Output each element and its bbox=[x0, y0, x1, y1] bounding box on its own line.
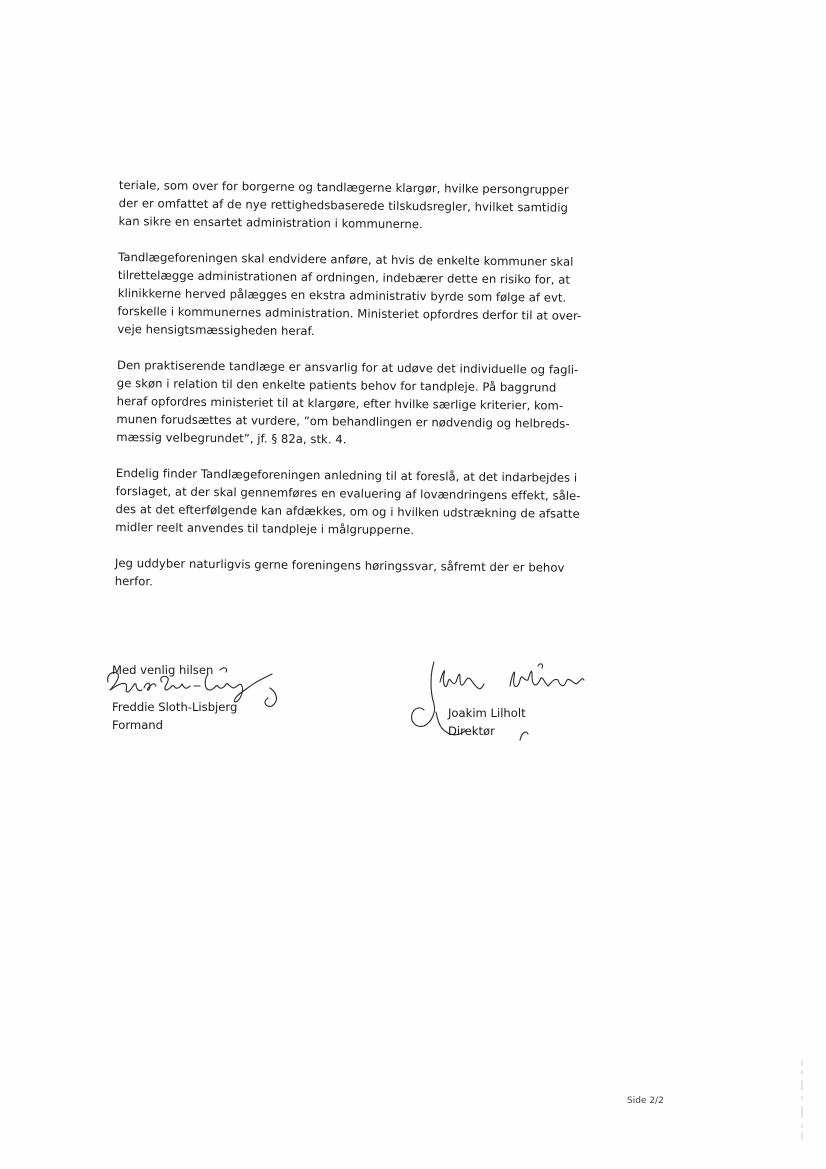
signer-name: Joakim Lilholt bbox=[448, 706, 526, 720]
letter-body bbox=[114, 176, 618, 613]
text-line: midler reelt anvendes til tandpleje i målgrupperne. bbox=[115, 519, 415, 538]
signer-title: Formand bbox=[112, 718, 164, 732]
text-line: veje hensigtsmæssigheden heraf. bbox=[117, 321, 315, 339]
text-line: heraf opfordres ministeriet til at klargøre, efter hvilke særlige kriterier, kom- bbox=[116, 393, 564, 413]
text-line: teriale, som over for borgerne og tandlægerne klargør, hvilke persongrupper bbox=[118, 177, 569, 197]
paragraph-2 bbox=[117, 248, 618, 343]
text-line: Endelig finder Tandlægeforeningen anledning til at foreslå, at det indarbejdes i bbox=[115, 465, 578, 485]
paragraph-1 bbox=[118, 176, 619, 235]
text-line: klinikkerne herved pålægges en ekstra administrativ byrde som følge af evt. bbox=[117, 285, 567, 305]
text-line: forslaget, at der skal gennemføres en evaluering af lovændringens effekt, såle- bbox=[115, 483, 581, 503]
signer-name: Freddie Sloth-Lisbjerg bbox=[112, 700, 238, 714]
text-line: Jeg uddyber naturligvis gerne foreningens høringssvar, såfremt der er behov bbox=[114, 555, 565, 575]
signer-block-1 bbox=[112, 698, 237, 734]
text-line: kan sikre en ensartet administration i kommunerne. bbox=[118, 213, 423, 232]
text-line: mæssig velbegrundet”, jf. § 82a, stk. 4. bbox=[116, 429, 347, 447]
text-line: des at det efterfølgende kan afdækkes, om og i hvilken udstrækning de afsatte bbox=[115, 501, 580, 521]
paragraph-4 bbox=[115, 464, 616, 541]
closing-text: Med venlig hilsen bbox=[112, 663, 214, 677]
text-line: Tandlægeforeningen skal endvidere anføre, at hvis de enkelte kommuner skal bbox=[118, 249, 574, 269]
page-number: Side 2/2 bbox=[627, 1096, 664, 1106]
text-line: munen forudsættes at vurdere, ”om behandlingen er nødvendig og helbreds- bbox=[116, 411, 570, 431]
text-line: ge skøn i relation til den enkelte patients behov for tandpleje. På baggrund bbox=[116, 375, 557, 395]
paragraph-3 bbox=[116, 356, 617, 451]
signer-title: Direktør bbox=[448, 724, 495, 738]
signer-block-2 bbox=[448, 704, 526, 740]
scan-edge-artifact bbox=[800, 1060, 804, 1140]
text-line: tilrettelægge administrationen af ordningen, indebærer dette en risiko for, at bbox=[117, 267, 571, 287]
text-line: Den praktiserende tandlæge er ansvarlig for at udøve det individuelle og fagli- bbox=[116, 357, 579, 377]
paragraph-5 bbox=[115, 554, 615, 595]
text-line: herfor. bbox=[114, 573, 154, 589]
text-line: der er omfattet af de nye rettighedsbaserede tilskudsregler, hvilket samtidig bbox=[118, 195, 569, 215]
text-line: forskelle i kommunernes administration. Ministeriet opfordres derfor til at over- bbox=[117, 303, 582, 323]
